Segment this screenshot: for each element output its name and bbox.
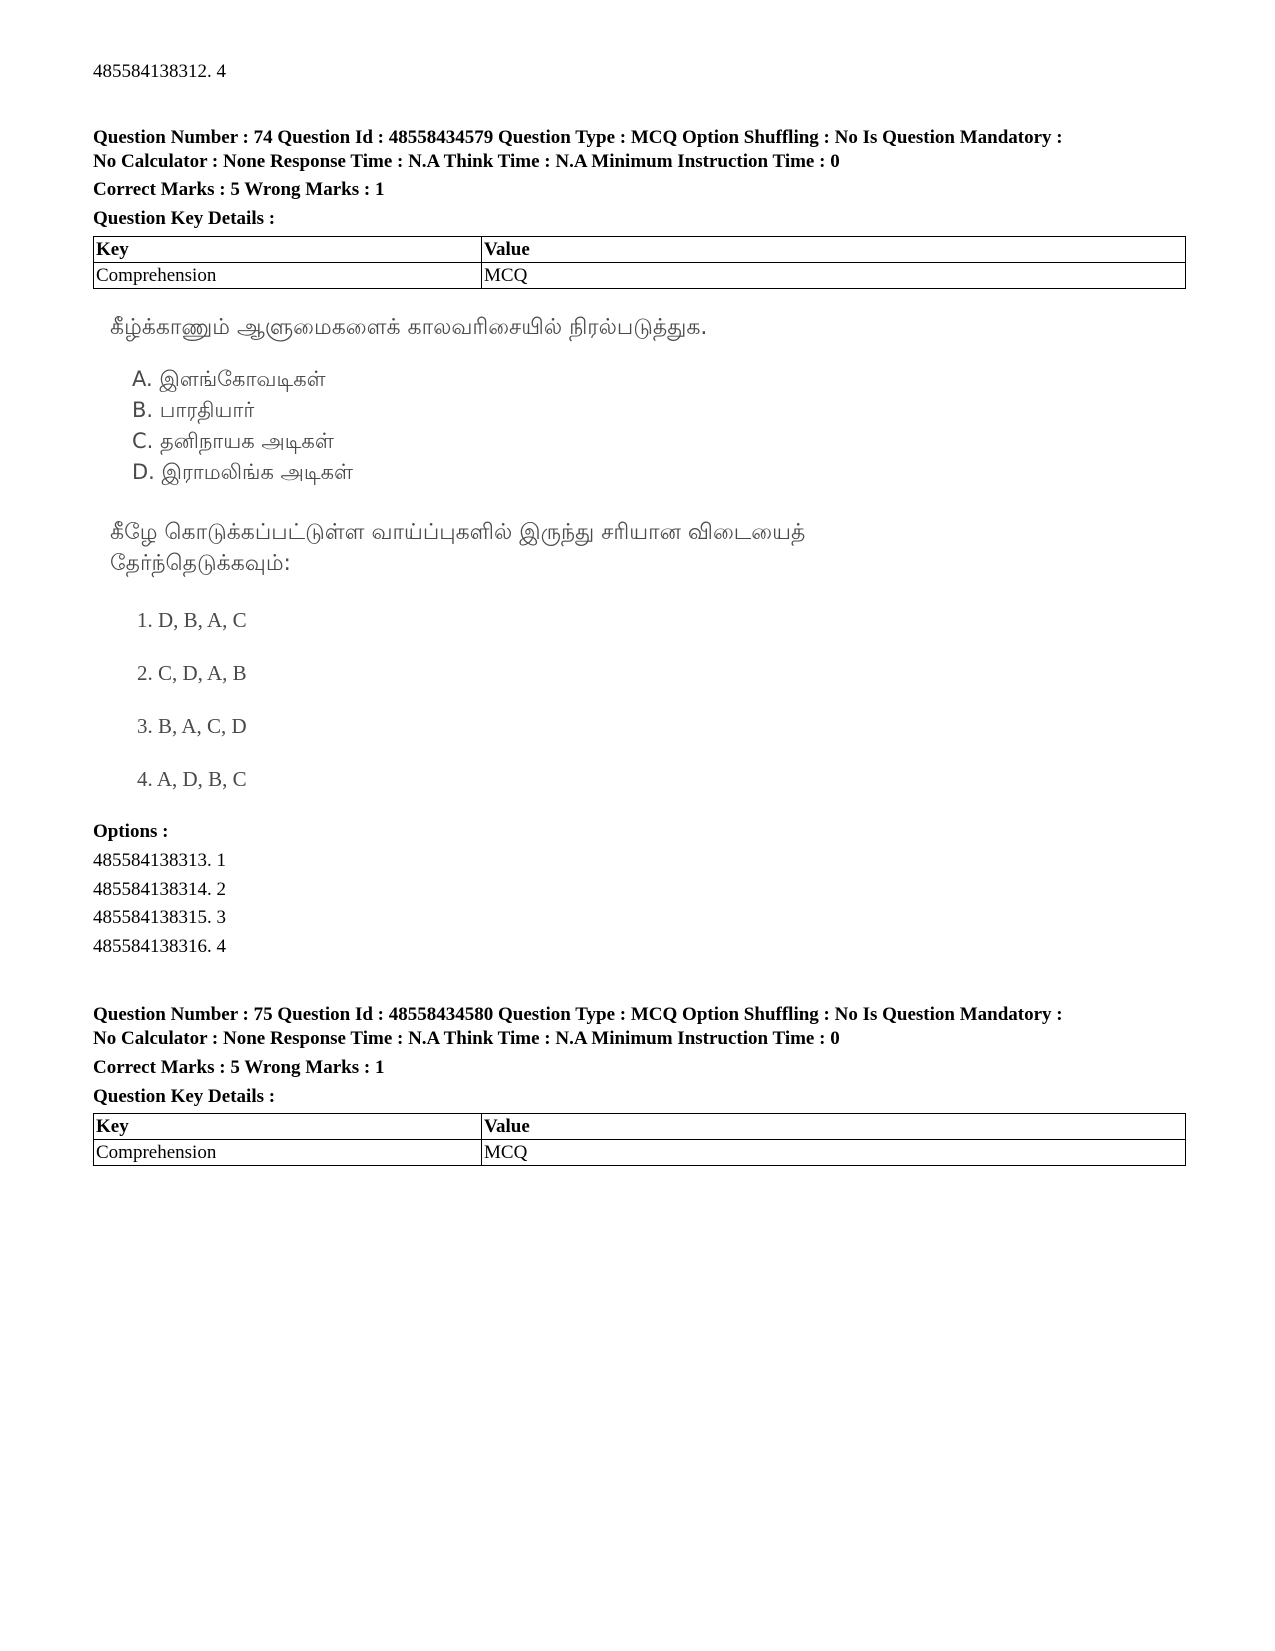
q74-meta-line-1: Question Number : 74 Question Id : 48558434579 Question Type : MCQ Option Shuffling : No Is Question Mandatory : [93, 127, 1063, 148]
table-header-key: Key [94, 237, 482, 263]
instruction-line-2: தேர்ந்தெடுக்கவும்: [110, 551, 291, 576]
option-line: 485584138313. 1 [93, 850, 226, 871]
option-line: 485584138314. 2 [93, 879, 226, 900]
choice-4: 4. A, D, B, C [137, 767, 247, 791]
table-cell-key: Comprehension [94, 263, 482, 289]
q75-key-details-label: Question Key Details : [93, 1086, 276, 1107]
table-cell-key: Comprehension [94, 1140, 482, 1166]
table-row [94, 263, 1186, 289]
table-header-value: Value [482, 1114, 1186, 1140]
option-line: 485584138316. 4 [93, 936, 226, 957]
choice-2: 2. C, D, A, B [137, 661, 247, 685]
previous-option-line: 485584138312. 4 [93, 61, 226, 82]
q74-question-body [100, 312, 1020, 812]
table-header-value: Value [482, 237, 1186, 263]
table-header-row [94, 1114, 1186, 1140]
q74-key-details-label: Question Key Details : [93, 208, 276, 229]
list-item-a: A. இளங்கோவடிகள் [132, 367, 326, 391]
q74-meta-line-2: No Calculator : None Response Time : N.A Think Time : N.A Minimum Instruction Time : 0 [93, 151, 840, 172]
table-cell-value: MCQ [482, 263, 1186, 289]
list-item-d: D. இராமலிங்க அடிகள் [132, 460, 353, 484]
q75-meta-line-2: No Calculator : None Response Time : N.A Think Time : N.A Minimum Instruction Time : 0 [93, 1028, 840, 1049]
table-row [94, 1140, 1186, 1166]
q75-meta-line-1: Question Number : 75 Question Id : 48558434580 Question Type : MCQ Option Shuffling : No Is Question Mandatory : [93, 1004, 1063, 1025]
q75-marks: Correct Marks : 5 Wrong Marks : 1 [93, 1057, 385, 1078]
table-header-row [94, 237, 1186, 263]
q74-key-details-table [93, 236, 1186, 289]
list-item-c: C. தனிநாயக அடிகள் [132, 429, 334, 453]
list-item-b: B. பாரதியார் [132, 398, 255, 422]
table-header-key: Key [94, 1114, 482, 1140]
q74-marks: Correct Marks : 5 Wrong Marks : 1 [93, 179, 385, 200]
instruction-line-1: கீழே கொடுக்கப்பட்டுள்ள வாய்ப்புகளில் இருந்து சரியான விடையைத் [110, 520, 806, 545]
choice-3: 3. B, A, C, D [137, 714, 247, 738]
question-text: கீழ்க்காணும் ஆளுமைகளைக் காலவரிசையில் நிரல்படுத்துக. [110, 315, 708, 340]
table-cell-value: MCQ [482, 1140, 1186, 1166]
q74-options-label: Options : [93, 821, 169, 842]
choice-1: 1. D, B, A, C [137, 608, 247, 632]
option-line: 485584138315. 3 [93, 907, 226, 928]
q75-key-details-table [93, 1113, 1186, 1166]
